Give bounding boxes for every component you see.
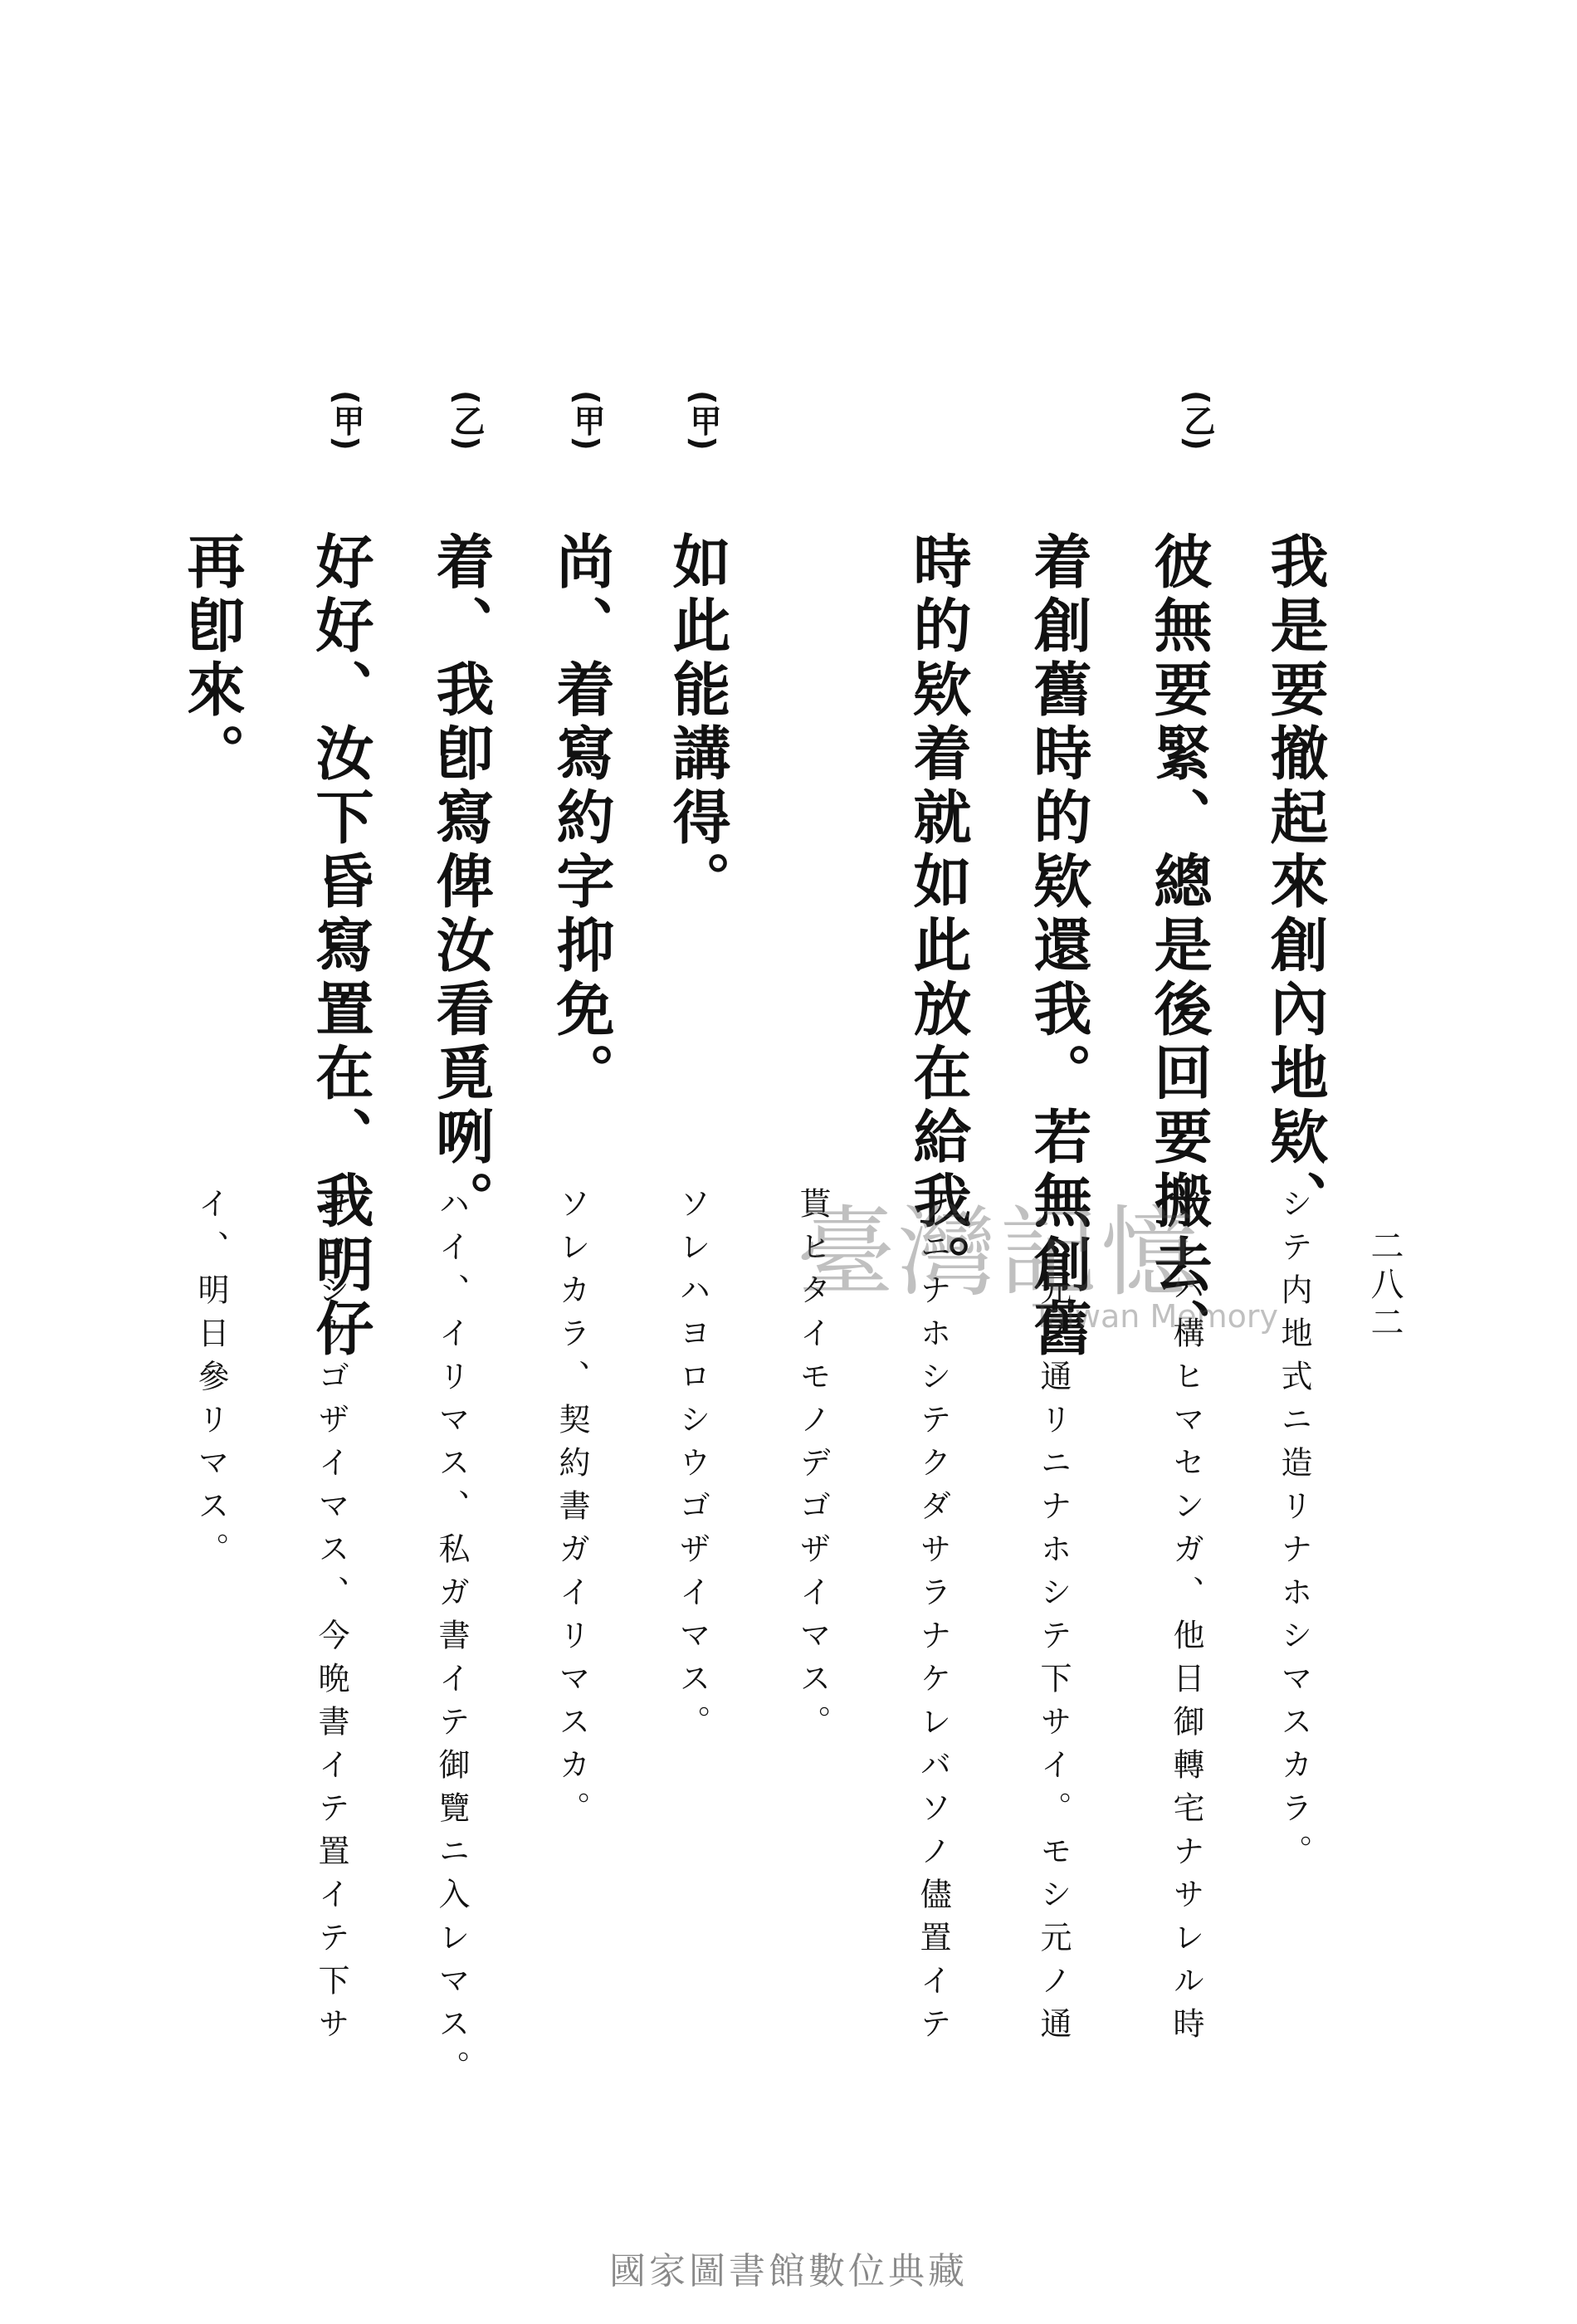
taiwanese-line: 尚、着寫約字抑免。 <box>547 531 616 1106</box>
speaker-label: (甲) <box>328 390 364 451</box>
japanese-line: ソレハヨロシウゴザイマス。 <box>674 1187 710 1748</box>
japanese-line: リニナホシテクダサラナケレバソノ儘置イテ <box>915 1187 951 2050</box>
taiwanese-line: 如此能講得。 <box>663 531 732 915</box>
taiwanese-line: 再卽來。 <box>178 531 247 787</box>
taiwanese-line: 着創舊時的欵還我。若無創舊 <box>1024 531 1093 1362</box>
footer-caption: 國家圖書館數位典藏 <box>609 2250 968 2292</box>
watermark-subtitle: Taiwan Memory <box>1033 1298 1278 1335</box>
watermark-logo-text: 臺灣記憶 <box>797 1195 1203 1310</box>
speaker-label: (甲) <box>685 390 721 451</box>
japanese-line: ソレカラ、契約書ガイリマスカ。 <box>554 1187 590 1834</box>
taiwanese-line: 彼無要緊、總是後回要搬去、 <box>1145 531 1213 1362</box>
taiwanese-line: 我是要撤起來創內地欵、 <box>1261 531 1330 1234</box>
speaker-label: (乙) <box>1179 390 1215 451</box>
japanese-line: ニハ元ノ通リニナホシテ下サイ。モシ元ノ通 <box>1035 1187 1072 2050</box>
taiwanese-line: 着、我卽寫俾汝看覓咧。 <box>427 531 496 1234</box>
japanese-line: 貰ヒタイモノデゴザイマス。 <box>794 1187 831 1748</box>
speaker-label: (乙) <box>448 390 485 451</box>
japanese-line: イ、明日參リマス。 <box>193 1187 229 1575</box>
japanese-line: ヨロシウゴザイマス、今晩書イテ置イテ下サ <box>313 1187 349 2050</box>
japanese-line: ソレハ構ヒマセンガ、他日御轉宅ナサレル時 <box>1168 1187 1204 2050</box>
taiwanese-line: 好好、汝下昏寫置在、我明仔 <box>306 531 375 1362</box>
japanese-line: シテ内地式ニ造リナホシマスカラ。 <box>1276 1187 1312 1877</box>
page-number: 二八二 <box>1365 1228 1404 1343</box>
speaker-label: (甲) <box>569 390 605 451</box>
taiwanese-line: 時的欵着就如此放在給我。 <box>904 531 973 1298</box>
japanese-line: ハイ、イリマス、私ガ書イテ御覽ニ入レマス。 <box>433 1187 470 2093</box>
